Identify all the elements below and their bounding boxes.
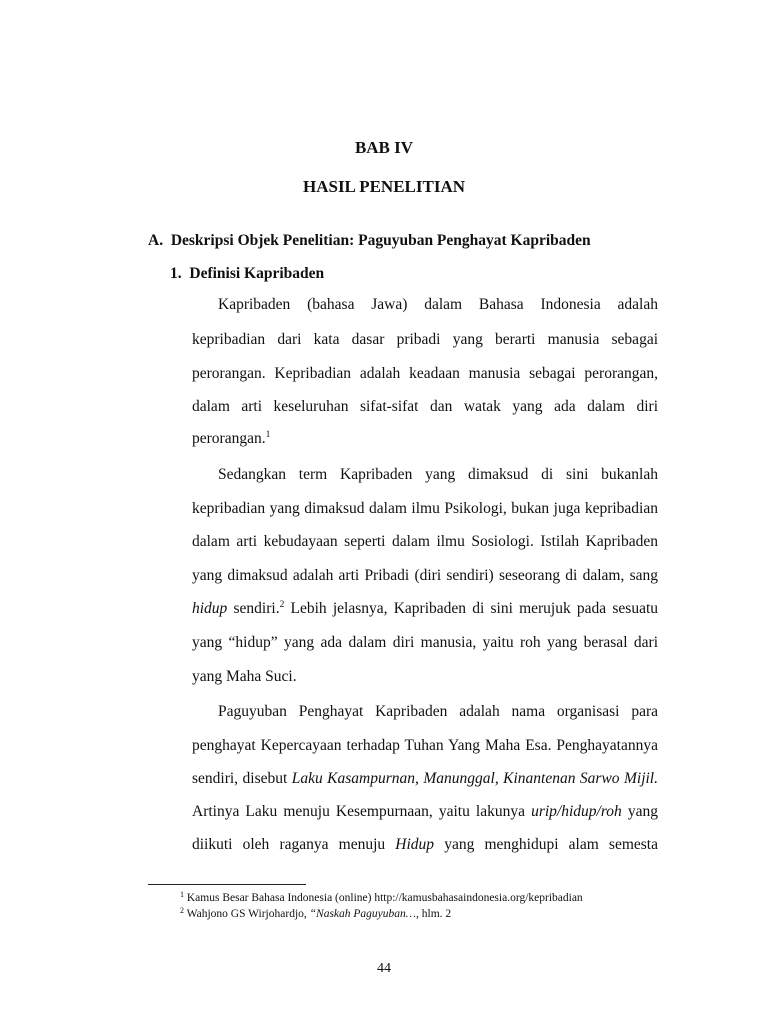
p2-line-2: kepribadian yang dimaksud dalam ilmu Psikologi, bukan juga kepribadian [192, 500, 658, 517]
p1-line-1: Kapribaden (bahasa Jawa) dalam Bahasa Indonesia adalah [218, 296, 658, 313]
page-number: 44 [377, 961, 391, 976]
footnote-ref-2: 2 [279, 600, 285, 610]
section-heading: A. Deskripsi Objek Penelitian: Paguyuban Penghayat Kapribaden [148, 232, 591, 249]
p2-line-3: dalam arti kebudayaan seperti dalam ilmu Sosiologi. Istilah Kapribaden [192, 533, 658, 550]
p1-line-2: kepribadian dari kata dasar pribadi yang berarti manusia sebagai [192, 331, 658, 348]
chapter-title: HASIL PENELITIAN [302, 177, 466, 196]
p3-line-4-a: Artinya Laku menuju Kesempurnaan, yaitu lakunya [192, 803, 532, 820]
footnote-2-text-b: hlm. 2 [418, 908, 452, 920]
p2-line-7: yang Maha Suci. [192, 668, 297, 685]
footnote-ref-1: 1 [265, 430, 271, 440]
p2-line-5-b: Lebih jelasnya, Kapribaden di sini merujuk pada sesuatu [284, 600, 659, 617]
p2-line-5-a: sendiri. [227, 600, 280, 617]
p3-line-4 [192, 803, 658, 821]
footnote-separator [148, 884, 306, 885]
footnote-2-text-a: Wahjono GS Wirjohardjo, [184, 908, 310, 920]
p1-line-5 [192, 430, 658, 448]
p3-line-4-b: yang [621, 803, 658, 820]
p2-line-5-italic: hidup [192, 600, 228, 617]
p3-line-5-a: diikuti oleh raganya menuju [192, 836, 396, 853]
p3-line-4-italic: urip/hidup/roh [531, 803, 622, 820]
p3-line-3 [192, 770, 658, 788]
p2-line-4: yang dimaksud adalah arti Pribadi (diri sendiri) seseorang di dalam, sang [192, 567, 658, 584]
p1-line-3: perorangan. Kepribadian adalah keadaan manusia sebagai perorangan, [192, 365, 658, 382]
subsection-heading: 1. Definisi Kapribaden [170, 265, 325, 282]
p2-line-6: yang “hidup” yang ada dalam diri manusia, yaitu roh yang berasal dari [192, 634, 658, 651]
p3-line-3-a: sendiri, disebut [192, 770, 292, 787]
p2-line-5 [192, 600, 658, 618]
footnote-2-italic: “Naskah Paguyuban…, [309, 908, 419, 920]
p3-line-2: penghayat Kepercayaan terhadap Tuhan Yang Maha Esa. Penghayatannya [192, 737, 658, 754]
p3-line-5-italic: Hidup [395, 836, 435, 853]
p3-line-5 [192, 836, 658, 854]
p3-line-3-italic: Laku Kasampurnan, Manunggal, Kinantenan Sarwo Mijil. [291, 770, 658, 787]
p2-line-1: Sedangkan term Kapribaden yang dimaksud di sini bukanlah [218, 466, 658, 483]
p1-line-4: dalam arti keseluruhan sifat-sifat dan watak yang ada dalam diri [192, 398, 658, 415]
footnote-2-number: 2 [180, 906, 184, 915]
p3-line-5-b: yang menghidupi alam semesta [434, 836, 658, 853]
footnote-1 [180, 892, 583, 904]
footnote-1-number: 1 [180, 890, 184, 899]
p3-line-1: Paguyuban Penghayat Kapribaden adalah nama organisasi para [218, 703, 658, 720]
footnote-1-text: Kamus Besar Bahasa Indonesia (online) http://kamusbahasaindonesia.org/kepribadian [184, 892, 583, 904]
footnote-2 [180, 908, 451, 920]
p1-line-5-text: perorangan. [192, 430, 266, 447]
chapter-heading: BAB IV [354, 138, 414, 157]
